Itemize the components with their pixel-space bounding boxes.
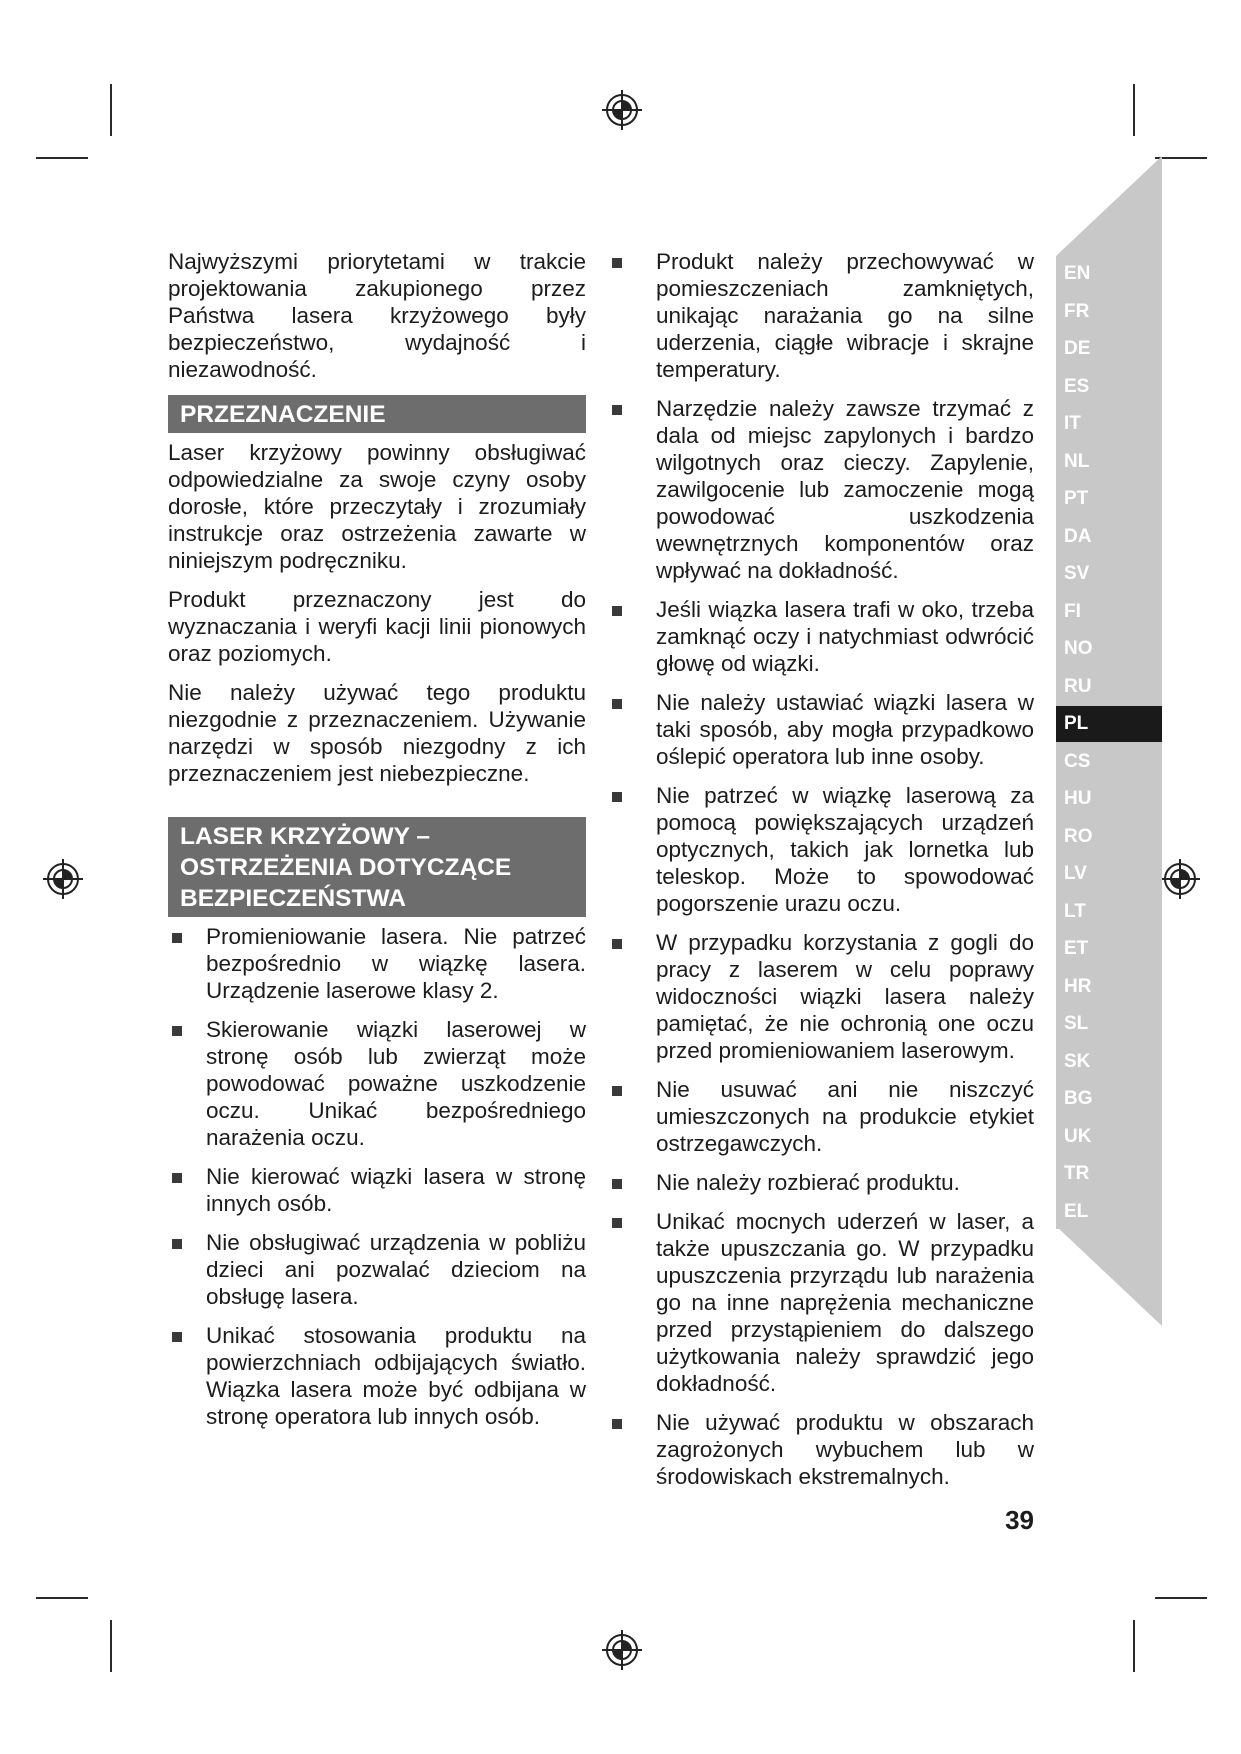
list-item xyxy=(616,1208,1034,1397)
section-heading-safety: LASER KRZYŻOWY – OSTRZEŻENIA DOTYCZĄCE BEZPIECZEŃSTWA xyxy=(168,817,586,917)
list-item xyxy=(616,596,1034,677)
list-item xyxy=(168,1016,586,1151)
list-item-text: Unikać mocnych uderzeń w laser, a także upuszczania go. W przypadku upuszczenia przyrządu lub narażenia go na inne naprężenia mechaniczne przed przystąpieniem do dalszego użytkowania należy sprawdzić jego dokładność. xyxy=(656,1209,1034,1396)
square-bullet-icon xyxy=(612,939,622,949)
language-tab-sk[interactable]: SK xyxy=(1056,1044,1162,1080)
intro-paragraph: Najwyższymi priorytetami w trakcie projektowania zakupionego przez Państwa lasera krzyżowego były bezpieczeństwo, wydajność i niezawodność. xyxy=(168,249,586,382)
list-item xyxy=(616,1169,1034,1196)
crop-mark-bottom-right-h xyxy=(1155,1597,1207,1599)
list-item-text: Unikać stosowania produktu na powierzchniach odbijających światło. Wiązka lasera może być odbijana w stronę operatora lub innych osób. xyxy=(206,1323,586,1429)
list-item xyxy=(616,689,1034,770)
language-tab-cs[interactable]: CS xyxy=(1056,744,1162,780)
list-item-text: Skierowanie wiązki laserowej w stronę osób lub zwierząt może powodować poważne uszkodzenie oczu. Unikać bezpośredniego narażenia oczu. xyxy=(206,1017,586,1150)
crop-mark-bottom-left-v xyxy=(110,1620,112,1672)
square-bullet-icon xyxy=(172,1173,182,1183)
list-item-text: Narzędzie należy zawsze trzymać z dala od miejsc zapylonych i bardzo wilgotnych oraz cieczy. Zapylenie, zawilgocenie lub zamoczenie mogą powodować uszkodzenia wewnętrznych komponentów oraz wpływać na dokładność. xyxy=(656,396,1034,583)
registration-mark-icon xyxy=(600,88,644,132)
list-item xyxy=(616,1409,1034,1490)
list-item-text: Nie kierować wiązki lasera w stronę innych osób. xyxy=(206,1164,586,1216)
square-bullet-icon xyxy=(612,1179,622,1189)
language-tab-uk[interactable]: UK xyxy=(1056,1119,1162,1155)
list-item-text: Nie należy rozbierać produktu. xyxy=(656,1170,960,1195)
list-item xyxy=(616,248,1034,383)
page-number: 39 xyxy=(1005,1505,1034,1535)
registration-mark-icon xyxy=(600,1628,644,1672)
language-tab-en[interactable]: EN xyxy=(1056,256,1162,292)
square-bullet-icon xyxy=(612,1086,622,1096)
square-bullet-icon xyxy=(612,792,622,802)
list-item xyxy=(616,929,1034,1064)
crop-mark-bottom-left-h xyxy=(36,1597,88,1599)
list-item-text: Promieniowanie lasera. Nie patrzeć bezpośrednio w wiązkę lasera. Urządzenie laserowe klasy 2. xyxy=(206,924,586,1003)
square-bullet-icon xyxy=(172,1239,182,1249)
square-bullet-icon xyxy=(172,1332,182,1342)
list-item-text: W przypadku korzystania z gogli do pracy z laserem w celu poprawy widoczności wiązki lasera należy pamiętać, że nie ochronią one oczu przed promieniowaniem laserowym. xyxy=(656,930,1034,1063)
list-item xyxy=(168,1322,586,1430)
language-tab-fi[interactable]: FI xyxy=(1056,594,1162,630)
language-tab-ru[interactable]: RU xyxy=(1056,669,1162,705)
crop-mark-top-right-v xyxy=(1133,84,1135,136)
list-item xyxy=(168,1163,586,1217)
square-bullet-icon xyxy=(172,933,182,943)
language-tab-nl[interactable]: NL xyxy=(1056,444,1162,480)
language-tab-no[interactable]: NO xyxy=(1056,631,1162,667)
list-item xyxy=(168,1229,586,1310)
list-item xyxy=(616,1076,1034,1157)
language-tab-hu[interactable]: HU xyxy=(1056,781,1162,817)
language-tab-el[interactable]: EL xyxy=(1056,1194,1162,1230)
language-tab-tr[interactable]: TR xyxy=(1056,1156,1162,1192)
language-tab-it[interactable]: IT xyxy=(1056,406,1162,442)
section-heading-purpose: PRZEZNACZENIE xyxy=(168,395,586,433)
language-tab-sl[interactable]: SL xyxy=(1056,1006,1162,1042)
language-tab-ro[interactable]: RO xyxy=(1056,819,1162,855)
list-item-text: Jeśli wiązka lasera trafi w oko, trzeba zamknąć oczy i natychmiast odwrócić głowę od wiązki. xyxy=(656,597,1034,676)
language-tab-da[interactable]: DA xyxy=(1056,519,1162,555)
list-item-text: Nie używać produktu w obszarach zagrożonych wybuchem lub w środowiskach ekstremalnych. xyxy=(656,1410,1034,1489)
language-tab-bg[interactable]: BG xyxy=(1056,1081,1162,1117)
language-tab-es[interactable]: ES xyxy=(1056,369,1162,405)
list-item-text: Nie należy ustawiać wiązki lasera w taki sposób, aby mogła przypadkowo oślepić operatora lub inne osoby. xyxy=(656,690,1034,769)
registration-mark-icon xyxy=(41,857,85,901)
language-tabs xyxy=(1056,256,1162,1231)
square-bullet-icon xyxy=(612,606,622,616)
crop-mark-top-left-v xyxy=(110,84,112,136)
purpose-paragraph-3: Nie należy używać tego produktu niezgodnie z przeznaczeniem. Używanie narzędzi w sposób niezgodny z ich przeznaczeniem jest niebezpieczne. xyxy=(168,680,586,786)
language-tab-et[interactable]: ET xyxy=(1056,931,1162,967)
list-item xyxy=(616,395,1034,584)
square-bullet-icon xyxy=(612,405,622,415)
language-tab-sv[interactable]: SV xyxy=(1056,556,1162,592)
language-tab-pl[interactable]: PL xyxy=(1056,706,1162,742)
list-item-text: Nie patrzeć w wiązkę laserową za pomocą powiększających urządzeń optycznych, takich jak lornetka lub teleskop. Może to spowodować pogorszenie urazu oczu. xyxy=(656,783,1034,916)
safety-list-left xyxy=(168,923,586,1430)
purpose-paragraph-1: Laser krzyżowy powinny obsługiwać odpowiedzialne za swoje czyny osoby dorosłe, które przeczytały i zrozumiały instrukcje oraz ostrzeżenia zawarte w niniejszym podręczniku. xyxy=(168,440,586,573)
list-item-text: Nie usuwać ani nie niszczyć umieszczonych na produkcie etykiet ostrzegawczych. xyxy=(656,1077,1034,1156)
language-tab-lt[interactable]: LT xyxy=(1056,894,1162,930)
square-bullet-icon xyxy=(172,1026,182,1036)
crop-mark-bottom-right-v xyxy=(1133,1620,1135,1672)
square-bullet-icon xyxy=(612,1218,622,1228)
left-column xyxy=(168,248,586,1442)
list-item-text: Nie obsługiwać urządzenia w pobliżu dzieci ani pozwalać dzieciom na obsługę lasera. xyxy=(206,1230,586,1309)
language-tab-de[interactable]: DE xyxy=(1056,331,1162,367)
purpose-paragraph-2: Produkt przeznaczony jest do wyznaczania i weryfi kacji linii pionowych oraz poziomych. xyxy=(168,587,586,666)
list-item-text: Produkt należy przechowywać w pomieszczeniach zamkniętych, unikając narażania go na silne uderzenia, ciągłe wibracje i skrajne temperatury. xyxy=(656,249,1034,382)
language-tab-lv[interactable]: LV xyxy=(1056,856,1162,892)
list-item xyxy=(168,923,586,1004)
language-tab-hr[interactable]: HR xyxy=(1056,969,1162,1005)
crop-mark-top-left-h xyxy=(36,157,88,159)
square-bullet-icon xyxy=(612,258,622,268)
language-tab-pt[interactable]: PT xyxy=(1056,481,1162,517)
square-bullet-icon xyxy=(612,699,622,709)
square-bullet-icon xyxy=(612,1419,622,1429)
right-column xyxy=(616,248,1034,1502)
list-item xyxy=(616,782,1034,917)
safety-list-right xyxy=(616,248,1034,1490)
language-tab-fr[interactable]: FR xyxy=(1056,294,1162,330)
